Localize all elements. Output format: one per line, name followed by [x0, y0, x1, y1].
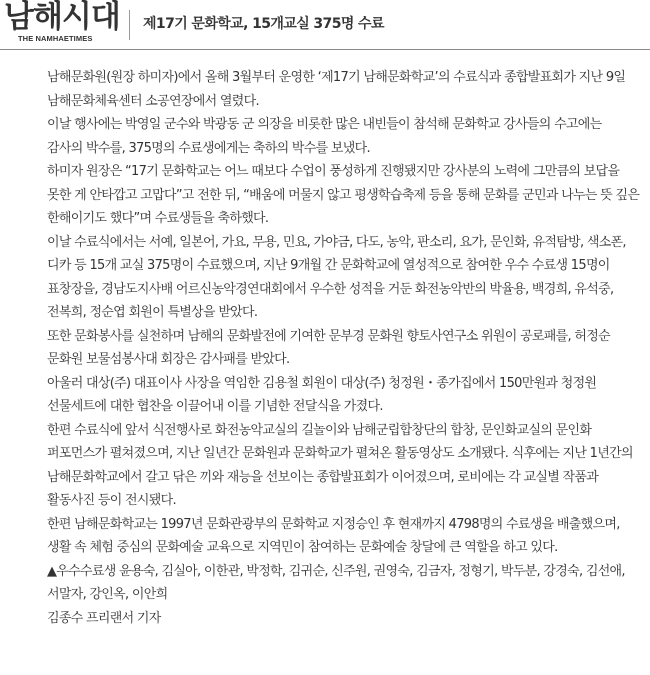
article-paragraph: 하미자 원장은 “17기 문화학교는 어느 때보다 수업이 풍성하게 진행됐지만 강사분의 노력에 그만큼의 보답을 못한 게 안타깝고 고맙다”고 전한 뒤, “배움에 머물지 않고 평생학습축제 등을 통해 문화를 군민과 나누는 뜻 깊은 한해이기도 했다”며 수료생들을 축하했다.	[47, 164, 640, 226]
article-paragraph: 한편 수료식에 앞서 식전행사로 화전농악교실의 길놀이와 남해군립합창단의 합창, 문인화교실의 문인화 퍼포먼스가 펼쳐졌으며, 지난 일년간 문화원과 문화학교가 펼쳐온 활동영상도 소개됐다. 식후에는 지난 1년간의 남해문화학교에서 갈고 닦은 끼와 재능을 선보이는 종합발표회가 이어졌으며, 로비에는 각 교실별 작품과 활동사진 등이 전시됐다.	[47, 422, 633, 508]
article-paragraph: 아울러 대상(주) 대표이사 사장을 역임한 김용철 회원이 대상(주) 청정원・종가집에서 150만원과 청정원 선물세트에 대한 협찬을 이끌어내 이를 기념한 전달식을 가졌다.	[47, 375, 597, 414]
article-paragraph: 또한 문화봉사를 실천하며 남해의 문화발전에 기여한 문부경 문화원 향토사연구소 위원이 공로패를, 허정순 문화원 보물섬봉사대 회장은 감사패를 받았다.	[47, 328, 610, 367]
award-list: ▲우수수료생 윤용숙, 김실아, 이한관, 박정학, 김귀순, 신주원, 권영숙, 김금자, 정형기, 박두분, 강경숙, 김선애, 서말자, 강인옥, 이안희	[47, 563, 625, 602]
header-divider	[129, 10, 130, 40]
article-byline: 김종수 프리랜서 기자	[47, 610, 161, 626]
article-title: 제17기 문화학교, 15개교실 375명 수료	[143, 16, 384, 32]
site-logo[interactable]	[4, 0, 126, 47]
article-paragraph: 이날 수료식에서는 서예, 일본어, 가요, 무용, 민요, 가야금, 다도, 농악, 판소리, 요가, 문인화, 유적탐방, 색소폰, 디카 등 15개 교실 375명이 수료했으며, 지난 9개월 간 문화학교에 열성적으로 참여한 우수 수료생 15명이 표창장을, 경남도지사배 어르신농악경연대회에서 우수한 성적을 거둔 화전농악반의 박율용, 백경희, 유석중, 전복희, 정순엽 회원이 특별상을 받았다.	[47, 234, 626, 320]
article-paragraph: 남해문화원(원장 하미자)에서 올해 3월부터 운영한 ‘제17기 남해문화학교’의 수료식과 종합발표회가 지난 9일 남해문화체육센터 소공연장에서 열렸다.	[47, 70, 626, 109]
article-paragraph: 한편 남해문화학교는 1997년 문화관광부의 문화학교 지정승인 후 현재까지 4798명의 수료생을 배출했으며, 생활 속 체험 중심의 문화예술 교육으로 지역민이 참여하는 문화예술 창달에 큰 역할을 하고 있다.	[47, 516, 620, 555]
logo-subtitle: THE NAMHAETIMES	[18, 34, 93, 43]
site-header	[0, 0, 650, 50]
article-paragraph: 이날 행사에는 박영일 군수와 박광동 군 의장을 비롯한 많은 내빈들이 참석해 문화학교 강사들의 수고에는 감사의 박수를, 375명의 수료생에게는 축하의 박수를 보냈다.	[47, 117, 602, 156]
logo-wordmark: 남해시대	[4, 0, 120, 35]
article-body	[47, 66, 640, 630]
